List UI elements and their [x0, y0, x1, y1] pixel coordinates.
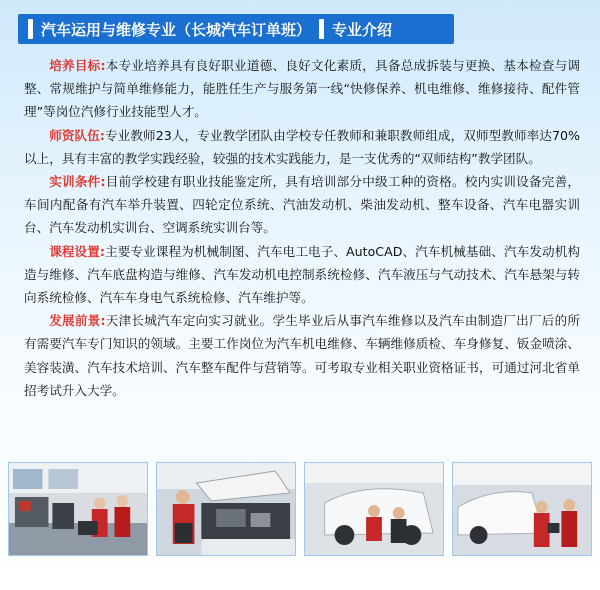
label-training-goal: 培养目标: [49, 58, 106, 73]
label-faculty: 师资队伍: [49, 127, 105, 143]
text-faculty: 专业教师23人，专业教学团队由学校专任教师和兼职教师组成，双师型教师率达70%以上，具有丰富的教学实践经验，较强的技术实践能力，是一支优秀的“双师结构”教学团队。 [24, 127, 580, 166]
paragraph-training-goal [24, 54, 580, 124]
paragraph-prospects [24, 309, 580, 402]
label-courses: 课程设置: [49, 243, 105, 259]
label-prospects: 发展前景: [49, 313, 106, 329]
paragraph-faculty [24, 124, 580, 170]
students-white-car-photo [452, 462, 592, 556]
header-separator [319, 19, 324, 39]
paragraph-courses [24, 240, 580, 310]
header-subtitle: 专业介绍 [332, 20, 393, 39]
intro-content [24, 54, 580, 402]
text-courses: 主要专业课程为机械制图、汽车电工电子、AutoCAD、汽车机械基础、汽车发动机构造与维修、汽车底盘构造与维修、汽车发动机电控制系统检修、汽车液压与气动技术、汽车悬架与转向系统检修、汽车车身电气系统检修、汽车维护等。 [24, 243, 580, 306]
students-car-repair-photo [304, 462, 444, 556]
header-accent-bar [28, 19, 33, 39]
label-facilities: 实训条件: [49, 174, 106, 190]
paragraph-facilities [24, 170, 580, 240]
photo-strip [8, 462, 592, 554]
text-training-goal: 本专业培养具有良好职业道德、良好文化素质，具备总成拆装与更换、基本检查与调整、常规维护与简单维修能力，能胜任生产与服务第一线“快修保养、机电维修、维修接待、配件管理”等岗位汽修行业技能型人才。 [24, 58, 581, 120]
workshop-engine-training-photo [8, 462, 148, 556]
text-facilities: 目前学校建有职业技能鉴定所，具有培训部分中级工种的资格。校内实训设备完善，车间内配备有汽车举升装置、四轮定位系统、汽油发动机、柴油发动机、整车设备、汽车电器实训台、汽车发动机实训台、空调系统实训台等。 [24, 174, 581, 236]
section-header [18, 14, 454, 44]
header-title: 汽车运用与维修专业（长城汽车订单班） [41, 20, 312, 39]
student-engine-bay-photo [156, 462, 296, 556]
text-prospects: 天津长城汽车定向实习就业。学生毕业后从事汽车维修以及汽车由制造厂出厂后的所有需要汽车专门知识的领域。主要工作岗位为汽车机电维修、车辆维修质检、车身修复、钣金喷涂、美容装潢、汽车技术培训、汽车整车配件与营销等。可考取专业相关职业资格证书，可通过河北省单招考试升入大学。 [24, 313, 581, 398]
